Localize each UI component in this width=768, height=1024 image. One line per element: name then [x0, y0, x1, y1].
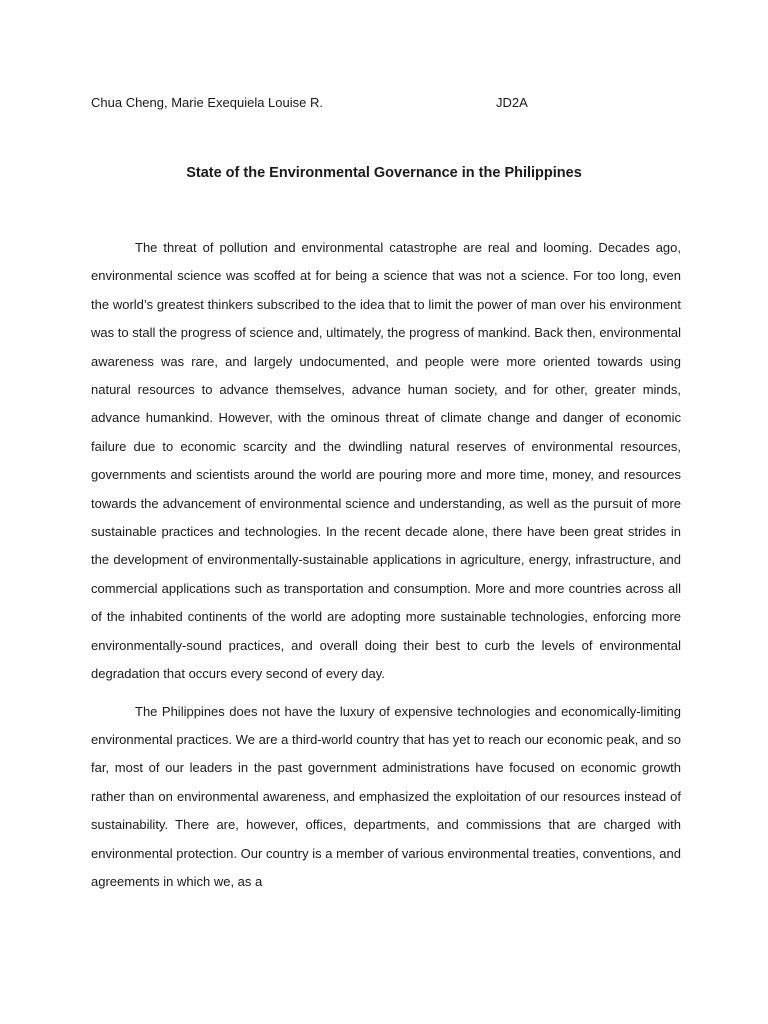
- class-section: JD2A: [496, 95, 528, 110]
- paragraph: The threat of pollution and environmental catastrophe are real and looming. Decades ago, environmental science was scoffed at for being a science that was not a science. For too long, even the world’s greatest thinkers subscribed to the idea that to limit the power of man over his environment was to stall the progress of science and, ultimately, the progress of mankind. Back then, environmental awareness was rare, and largely undocumented, and people were more oriented towards using natural resources to advance themselves, advance human society, and for other, greater minds, advance humankind. However, with the ominous threat of climate change and danger of economic failure due to economic scarcity and the dwindling natural reserves of environmental resources, governments and scientists around the world are pouring more and more time, money, and resources towards the advancement of environmental science and understanding, as well as the pursuit of more sustainable practices and technologies. In the recent decade alone, there have been great strides in the development of environmentally-sustainable applications in agriculture, energy, infrastructure, and commercial applications such as transportation and consumption. More and more countries across all of the inhabited continents of the world are adopting more sustainable technologies, enforcing more environmentally-sound practices, and overall doing their best to curb the levels of environmental degradation that occurs every second of every day.: [91, 240, 681, 682]
- document-header: [91, 94, 681, 112]
- document-body: [91, 234, 681, 896]
- author-name: Chua Cheng, Marie Exequiela Louise R.: [91, 95, 323, 110]
- paragraph: The Philippines does not have the luxury of expensive technologies and economically-limiting environmental practices. We are a third-world country that has yet to reach our economic peak, and so far, most of our leaders in the past government administrations have focused on economic growth rather than on environmental awareness, and emphasized the exploitation of our resources instead of sustainability. There are, however, offices, departments, and commissions that are charged with environmental protection. Our country is a member of various environmental treaties, conventions, and agreements in which we, as a: [91, 703, 681, 889]
- document-title: State of the Environmental Governance in the Philippines: [186, 165, 582, 181]
